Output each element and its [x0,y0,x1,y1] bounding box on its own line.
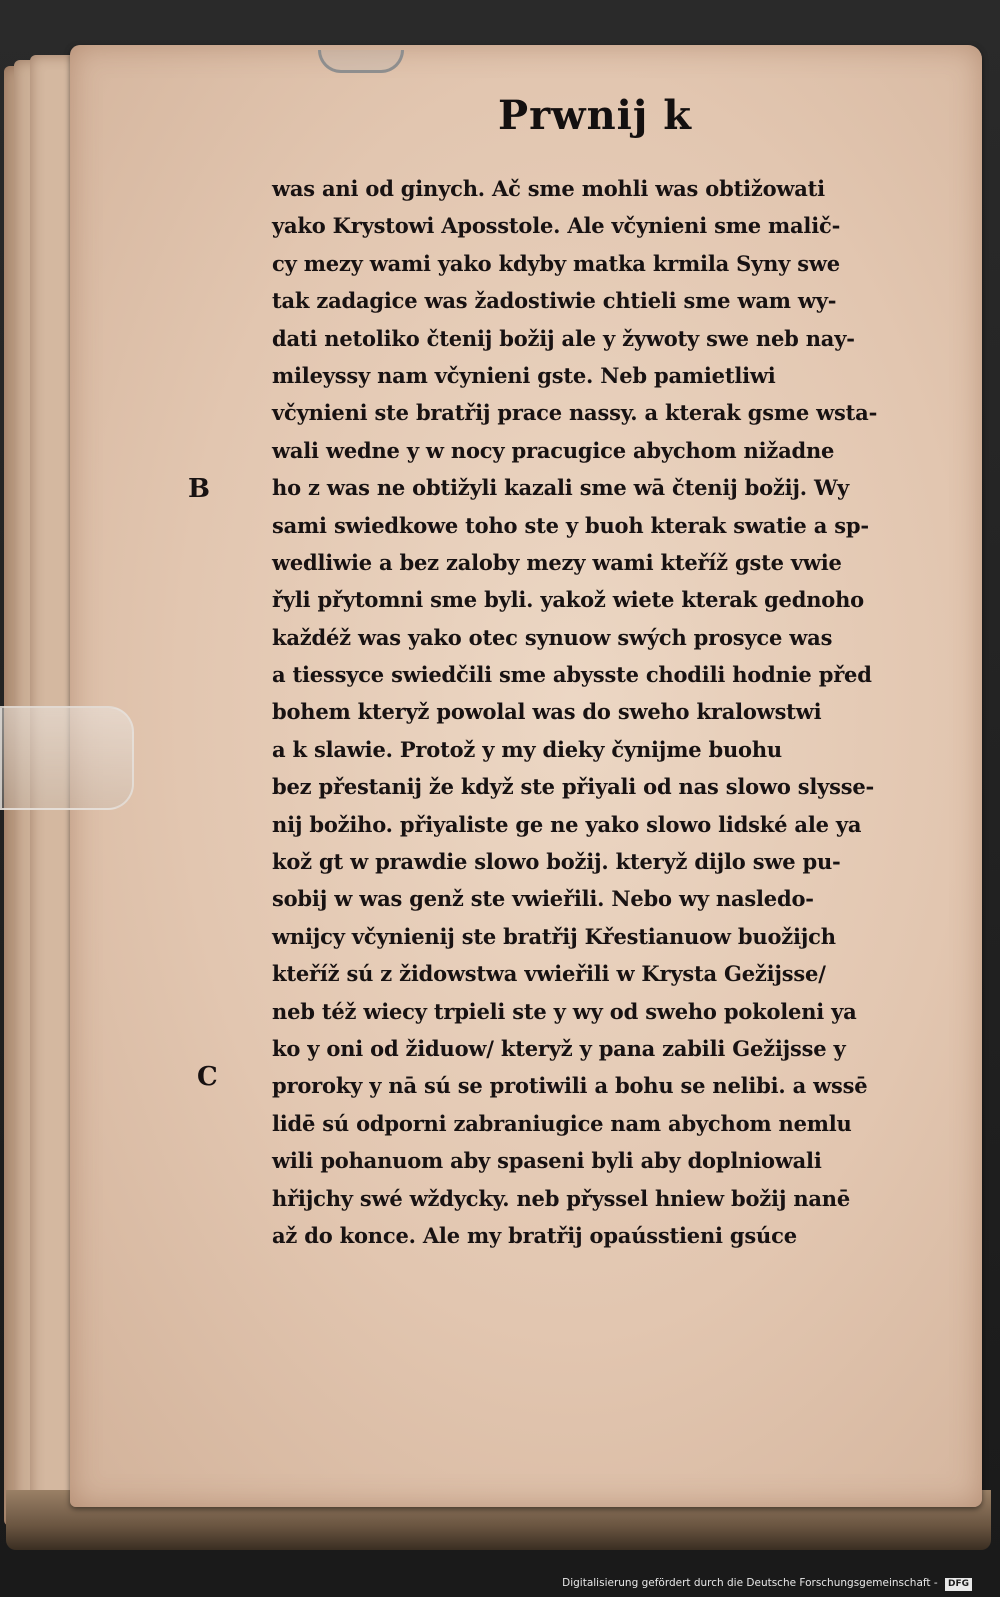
text-line: ho z was ne obtižyli kazali sme wā čtenij božij. Wy [272,475,849,501]
text-line: yako Krystowi Aposstole. Ale včynieni sme malič- [272,213,841,239]
text-line: nij božiho. přiyaliste ge ne yako slowo lidské ale ya [272,811,862,837]
text-line: řyli přytomni sme byli. yakož wiete kterak gednoho [272,587,864,613]
text-line: lidē sú odporni zabraniugice nam abychom nemlu [272,1110,852,1136]
text-line: wali wedne y w nocy pracugice abychom nižadne [272,437,835,463]
text-line: wedliwie a bez zaloby mezy wami kteříž gste vwie [272,549,842,575]
text-line: ko y oni od židuow/ kteryž y pana zabili Gežijsse y [272,1035,846,1061]
body-text [272,170,912,1254]
text-line: až do konce. Ale my bratřij opaússtieni gsúce [272,1222,797,1248]
paper-clip-side [0,706,134,810]
text-line: proroky y nā sú se protiwili a bohu se nelibi. a wssē [272,1073,868,1099]
marginal-letter-c: C [197,1062,218,1092]
text-line: bohem kteryž powolal was do sweho kralowstwi [272,699,822,725]
text-line: včynieni ste bratřij prace nassy. a kterak gsme wsta- [272,400,878,426]
dfg-logo: DFG [945,1578,972,1591]
text-line: neb též wiecy trpieli ste y wy od sweho pokoleni ya [272,998,857,1024]
text-line: kož gt w prawdie slowo božij. kteryž dijlo swe pu- [272,849,841,875]
text-line: každéž was yako otec synuow swých prosyce was [272,624,833,650]
paper-clip-top [318,50,404,73]
text-line: kteříž sú z židowstwa vwieřili w Krysta Gežijsse/ [272,961,826,987]
text-line: mileyssy nam včynieni gste. Neb pamietliwi [272,362,776,388]
text-line: wnijcy včynienij ste bratřij Křestianuow buožijch [272,923,836,949]
text-line: tak zadagice was žadostiwie chtieli sme wam wy- [272,288,837,314]
footer-credit [562,1573,972,1593]
text-line: a k slawie. Protož y my dieky čynijme buohu [272,736,782,762]
text-line: dati netoliko čtenij božij ale y žywoty swe neb nay- [272,325,855,351]
text-line: wili pohanuom aby spaseni byli aby doplniowali [272,1148,822,1174]
text-line: hřijchy swé wždycky. neb přyssel hniew božij nanē [272,1185,851,1211]
footer-credit-text: Digitalisierung gefördert durch die Deutsche Forschungsgemeinschaft - [562,1577,938,1589]
text-line: bez přestanij že když ste přiyali od nas slowo slysse- [272,774,875,800]
text-line: cy mezy wami yako kdyby matka krmila Syny swe [272,250,840,276]
marginal-letter-b: B [188,474,210,504]
running-header: Prwnij k [498,92,692,139]
text-line: sami swiedkowe toho ste y buoh kterak swatie a sp- [272,512,869,538]
text-line: a tiessyce swiedčili sme abysste chodili hodnie před [272,662,872,688]
text-line: sobij w was genž ste vwieřili. Nebo wy nasledo- [272,886,814,912]
text-line: was ani od ginych. Ač sme mohli was obtižowati [272,176,825,201]
